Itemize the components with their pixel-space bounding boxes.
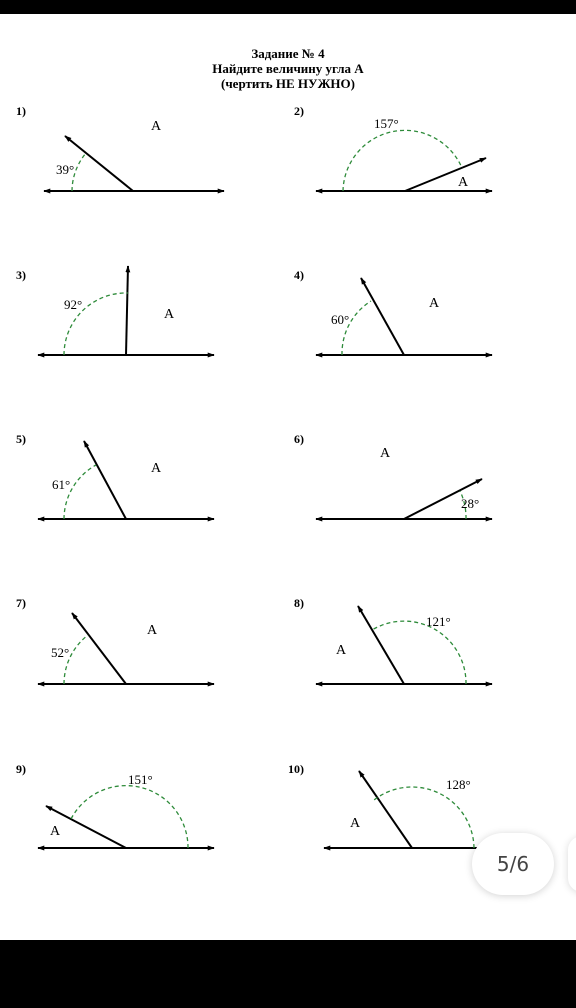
angle-value: 157°: [374, 116, 399, 131]
ray: [84, 441, 126, 519]
next-page-button[interactable]: [568, 836, 576, 892]
angle-arc: [342, 301, 371, 355]
angle-arc: [64, 465, 96, 519]
problem-number: 1): [16, 104, 26, 118]
problem-number: 4): [294, 268, 304, 282]
ray: [358, 606, 404, 684]
angle-label-a: A: [380, 446, 391, 461]
page-indicator[interactable]: [472, 833, 554, 895]
angle-value: 60°: [331, 312, 350, 327]
angle-label-a: A: [151, 461, 162, 476]
task-note: (чертить НЕ НУЖНО): [221, 76, 355, 91]
problem-number: 2): [294, 104, 304, 118]
angle-value: 121°: [426, 614, 451, 629]
task-instruction: Найдите величину угла А: [212, 61, 364, 76]
ray: [126, 266, 128, 355]
angle-value: 28°: [461, 496, 480, 511]
angle-arc: [374, 787, 474, 848]
problem-number: 6): [294, 432, 304, 446]
angle-value: 52°: [51, 645, 70, 660]
problem-number: 8): [294, 596, 304, 610]
angle-value: 151°: [128, 772, 153, 787]
problem-number: 7): [16, 596, 26, 610]
angle-arc: [71, 786, 188, 848]
problem-number: 5): [16, 432, 26, 446]
angle-label-a: A: [164, 307, 175, 322]
angle-label-a: A: [429, 296, 440, 311]
ray: [65, 136, 133, 191]
ray: [72, 613, 126, 684]
ray: [405, 158, 486, 191]
task-title: Задание № 4: [251, 46, 325, 61]
angle-value: 92°: [64, 297, 83, 312]
page-indicator-text: 5/6: [496, 852, 530, 876]
angle-label-a: A: [151, 119, 162, 134]
ray: [359, 771, 412, 848]
angle-value: 39°: [56, 162, 75, 177]
angle-label-a: A: [350, 816, 361, 831]
problem-number: 9): [16, 762, 26, 776]
angle-value: 128°: [446, 777, 471, 792]
angle-label-a: A: [336, 643, 347, 658]
problem-number: 3): [16, 268, 26, 282]
ray: [361, 278, 404, 355]
angle-label-a: A: [458, 175, 469, 190]
angle-label-a: A: [50, 824, 61, 839]
problem-number: 10): [288, 762, 304, 776]
angle-arc: [343, 130, 462, 191]
bottom-black-bar: [0, 940, 576, 1008]
angle-value: 61°: [52, 477, 71, 492]
angle-label-a: A: [147, 623, 158, 638]
